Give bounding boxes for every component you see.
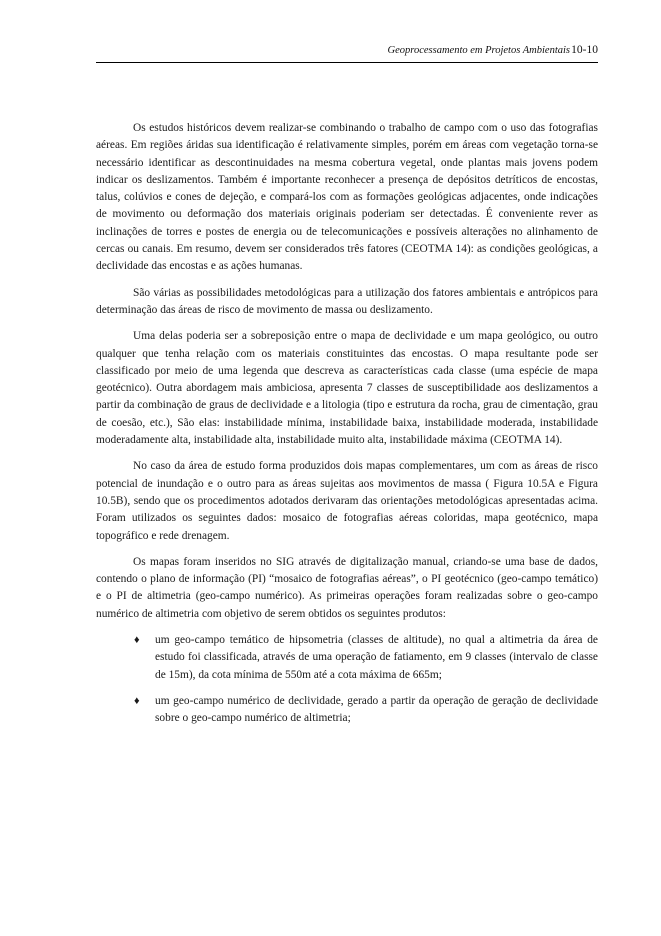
bullet-list: [96, 632, 598, 727]
diamond-bullet-icon: ♦: [134, 694, 140, 707]
page-number: 10-10: [571, 44, 598, 56]
paragraph: São várias as possibilidades metodológicas para a utilização dos fatores ambientais e antrópicos para determinação das áreas de risco de movimento de massa ou deslizamento.: [96, 286, 598, 316]
list-item-text: um geo-campo temático de hipsometria (classes de altitude), no qual a altimetria da área de estudo foi classificada, através de uma operação de fatiamento, em 9 classes (intervalo de classe de 15m), da cota mínima de 550m até a cota máxima de 665m;: [155, 634, 598, 681]
paragraph: Os estudos históricos devem realizar-se combinando o trabalho de campo com o uso das fotografias aéreas. Em regiões áridas sua identificação é relativamente simples, porém em áreas com vegetação torna-se necessário identificar as descontinuidades na mesma cobertura vegetal, onde plantas mais jovens podem indicar os deslizamentos. Também é importante reconhecer a presença de depósitos detríticos de encostas, talus, colúvios e cones de dejeção, e compará-los com as formações geológicas adjacentes, onde indicações de movimento ou deformação dos materiais originais poderiam ser detectadas. É conveniente rever as inclinações de torres e postes de energia ou de telecomunicações e possíveis alterações no alinhamento de cercas ou canais. Em resumo, devem ser considerados três fatores (CEOTMA 14): as condições geológicas, a declividade das encostas e as ações humanas.: [96, 122, 598, 273]
page-header: [96, 44, 598, 63]
list-item: [96, 693, 598, 728]
paragraph: No caso da área de estudo forma produzidos dois mapas complementares, um com as áreas de risco potencial de inundação e o outro para as áreas sujeitas aos movimentos de massa ( Figura 10.5A e Figura 10.5B), sendo que os procedimentos adotados derivaram das orientações metodológicas apresentadas acima. Foram utilizados os seguintes dados: mosaico de fotografias aéreas coloridas, mapa geotécnico, mapa topográfico e rede drenagem.: [96, 460, 598, 542]
diamond-bullet-icon: ♦: [134, 634, 140, 647]
header-title: Geoprocessamento em Projetos Ambientais: [387, 45, 570, 56]
document-body: [96, 120, 598, 737]
list-item: [96, 632, 598, 684]
paragraph: Uma delas poderia ser a sobreposição entre o mapa de declividade e um mapa geológico, ou outro qualquer que tenha relação com os materiais constituintes das encostas. O mapa resultante pode ser classificado por meio de uma legenda que descreva as características cada classe (uma espécie de mapa geotécnico). Outra abordagem mais ambiciosa, apresenta 7 classes de susceptibilidade aos deslizamentos a partir da combinação de graus de declividade e a litologia (tipo e estrutura da rocha, grau de cimentação, grau de coesão, etc.), São elas: instabilidade mínima, instabilidade baixa, instabilidade moderada, instabilidade moderadamente alta, instabilidade alta, instabilidade muito alta, instabilidade máxima (CEOTMA 14).: [96, 330, 598, 447]
list-item-text: um geo-campo numérico de declividade, gerado a partir da operação de geração de declividade sobre o geo-campo numérico de altimetria;: [155, 694, 598, 725]
paragraph: Os mapas foram inseridos no SIG através de digitalização manual, criando-se uma base de dados, contendo o plano de informação (PI) “mosaico de fotografias aéreas”, o PI geotécnico (geo-campo temático) e o PI de altimetria (geo-campo numérico). As primeiras operações foram realizadas sobre o geo-campo numérico de altimetria com objetivo de serem obtidos os seguintes produtos:: [96, 555, 598, 620]
